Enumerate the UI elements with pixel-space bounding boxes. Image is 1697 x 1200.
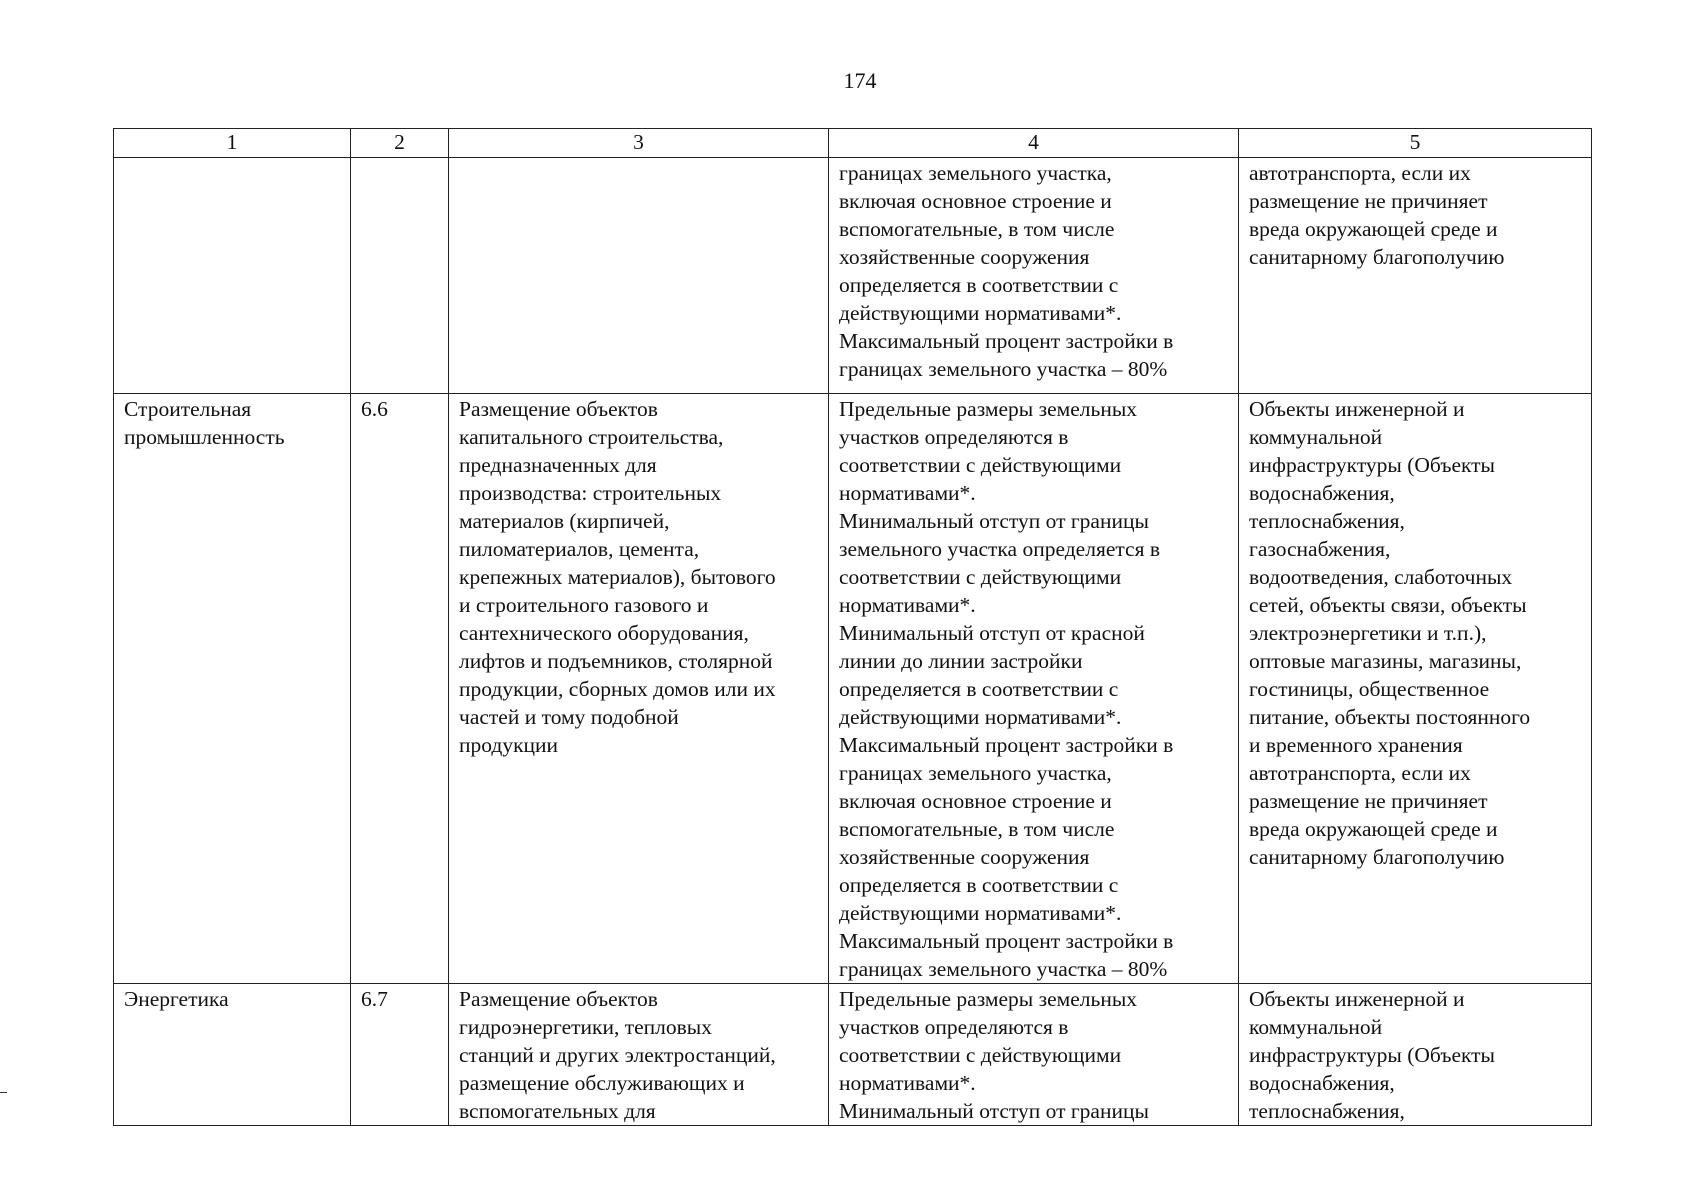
cell-text-line: лифтов и подъемников, столярной xyxy=(459,649,773,673)
cell-text-line: Объекты инженерной и xyxy=(1249,397,1465,421)
cell-text-line: размещение не причиняет xyxy=(1249,789,1488,813)
cell-text-line: продукции, сборных домов или их xyxy=(459,677,776,701)
cell-text-line: производства: строительных xyxy=(459,481,722,505)
cell-text-line: продукции xyxy=(459,733,559,757)
cell-text-line: вспомогательные, в том числе xyxy=(839,217,1115,241)
code-cell xyxy=(351,158,449,394)
cell-text-line: сантехнического оборудования, xyxy=(459,621,749,645)
cell-text-line: вреда окружающей среде и xyxy=(1249,217,1498,241)
cell-text-line: капитального строительства, xyxy=(459,425,724,449)
column-header: 4 xyxy=(829,129,1239,158)
cell-text-line: материалов (кирпичей, xyxy=(459,509,670,533)
permitted-objects-cell xyxy=(1239,158,1592,394)
cell-text-line: хозяйственные сооружения xyxy=(839,245,1090,269)
cell-text-line: коммунальной xyxy=(1249,1015,1383,1039)
cell-text-line: водоснабжения, xyxy=(1249,481,1395,505)
cell-text-line: включая основное строение и xyxy=(839,789,1112,813)
cell-text-line: Максимальный процент застройки в xyxy=(839,733,1174,757)
table-row xyxy=(114,984,1592,1126)
cell-text-line: гостиницы, общественное xyxy=(1249,677,1490,701)
cell-text-line: определяется в соответствии с xyxy=(839,677,1119,701)
cell-text-line: крепежных материалов), бытового xyxy=(459,565,776,589)
cell-text-line: газоснабжения, xyxy=(1249,537,1391,561)
cell-text-line: границах земельного участка – 80% xyxy=(839,957,1168,981)
cell-text-line: пиломатериалов, цемента, xyxy=(459,537,700,561)
cell-text-line: санитарному благополучию xyxy=(1249,245,1505,269)
code-cell xyxy=(351,394,449,984)
cell-text-line: теплоснабжения, xyxy=(1249,1099,1405,1123)
parameters-cell xyxy=(829,984,1239,1126)
cell-text-line: Максимальный процент застройки в xyxy=(839,329,1174,353)
cell-text-line: вспомогательных для xyxy=(459,1099,656,1123)
cell-text-line: Минимальный отступ от красной xyxy=(839,621,1145,645)
cell-text-line: границах земельного участка, xyxy=(839,161,1112,185)
cell-text-line: нормативами*. xyxy=(839,481,976,505)
cell-text-line: Объекты инженерной и xyxy=(1249,987,1465,1011)
use-type-cell xyxy=(114,158,351,394)
cell-text-line: промышленность xyxy=(124,425,285,449)
cell-text-line: электроэнергетики и т.п.), xyxy=(1249,621,1487,645)
cell-text-line: 6.7 xyxy=(361,987,388,1011)
cell-text-line: действующими нормативами*. xyxy=(839,901,1122,925)
cell-text-line: земельного участка определяется в xyxy=(839,537,1160,561)
cell-text-line: нормативами*. xyxy=(839,593,976,617)
cell-text-line: включая основное строение и xyxy=(839,189,1112,213)
column-header: 3 xyxy=(449,129,829,158)
cell-text-line: участков определяются в xyxy=(839,1015,1069,1039)
page-number: 174 xyxy=(843,68,877,93)
cell-text-line: соответствии с действующими xyxy=(839,565,1122,589)
parameters-cell xyxy=(829,158,1239,394)
cell-text-line: теплоснабжения, xyxy=(1249,509,1405,533)
description-cell xyxy=(449,394,829,984)
use-type-cell xyxy=(114,394,351,984)
cell-text-line: участков определяются в xyxy=(839,425,1069,449)
cell-text-line: Строительная xyxy=(124,397,252,421)
cell-text-line: питание, объекты постоянного xyxy=(1249,705,1531,729)
cell-text-line: Энергетика xyxy=(124,987,229,1011)
cell-text-line: границах земельного участка – 80% xyxy=(839,357,1168,381)
parameters-cell xyxy=(829,394,1239,984)
cell-text-line: сетей, объекты связи, объекты xyxy=(1249,593,1527,617)
cell-text-line: линии до линии застройки xyxy=(839,649,1083,673)
cell-text-line: частей и тому подобной xyxy=(459,705,679,729)
description-cell xyxy=(449,158,829,394)
column-header: 1 xyxy=(114,129,351,158)
cell-text-line: коммунальной xyxy=(1249,425,1383,449)
cell-text-line: водоотведения, слаботочных xyxy=(1249,565,1513,589)
cell-text-line: и строительного газового и xyxy=(459,593,709,617)
use-type-cell xyxy=(114,984,351,1126)
cell-text-line: определяется в соответствии с xyxy=(839,873,1119,897)
cell-text-line: соответствии с действующими xyxy=(839,453,1122,477)
cell-text-line: станций и других электростанций, xyxy=(459,1043,776,1067)
cell-text-line: нормативами*. xyxy=(839,1071,976,1095)
cell-text-line: хозяйственные сооружения xyxy=(839,845,1090,869)
code-cell xyxy=(351,984,449,1126)
table-row xyxy=(114,158,1592,394)
cell-text-line: вреда окружающей среде и xyxy=(1249,817,1498,841)
table-header-row xyxy=(114,129,1592,158)
cell-text-line: водоснабжения, xyxy=(1249,1071,1395,1095)
land-use-table xyxy=(113,128,1592,1126)
cell-text-line: и временного хранения xyxy=(1249,733,1463,757)
table-row xyxy=(114,394,1592,984)
cell-text-line: Максимальный процент застройки в xyxy=(839,929,1174,953)
column-header: 5 xyxy=(1239,129,1592,158)
cell-text-line: действующими нормативами*. xyxy=(839,705,1122,729)
cell-text-line: Предельные размеры земельных xyxy=(839,987,1138,1011)
cell-text-line: Размещение объектов xyxy=(459,987,658,1011)
cell-text-line: Размещение объектов xyxy=(459,397,658,421)
cell-text-line: санитарному благополучию xyxy=(1249,845,1505,869)
description-cell xyxy=(449,984,829,1126)
margin-mark xyxy=(0,1092,7,1093)
cell-text-line: соответствии с действующими xyxy=(839,1043,1122,1067)
cell-text-line: оптовые магазины, магазины, xyxy=(1249,649,1522,673)
cell-text-line: границах земельного участка, xyxy=(839,761,1112,785)
cell-text-line: действующими нормативами*. xyxy=(839,301,1122,325)
cell-text-line: гидроэнергетики, тепловых xyxy=(459,1015,713,1039)
cell-text-line: Минимальный отступ от границы xyxy=(839,1099,1149,1123)
cell-text-line: автотранспорта, если их xyxy=(1249,161,1471,185)
permitted-objects-cell xyxy=(1239,984,1592,1126)
cell-text-line: инфраструктуры (Объекты xyxy=(1249,1043,1496,1067)
cell-text-line: размещение не причиняет xyxy=(1249,189,1488,213)
column-header: 2 xyxy=(351,129,449,158)
cell-text-line: 6.6 xyxy=(361,397,388,421)
cell-text-line: Предельные размеры земельных xyxy=(839,397,1138,421)
cell-text-line: Минимальный отступ от границы xyxy=(839,509,1149,533)
cell-text-line: инфраструктуры (Объекты xyxy=(1249,453,1496,477)
cell-text-line: размещение обслуживающих и xyxy=(459,1071,745,1095)
cell-text-line: определяется в соответствии с xyxy=(839,273,1119,297)
permitted-objects-cell xyxy=(1239,394,1592,984)
cell-text-line: вспомогательные, в том числе xyxy=(839,817,1115,841)
cell-text-line: предназначенных для xyxy=(459,453,657,477)
cell-text-line: автотранспорта, если их xyxy=(1249,761,1471,785)
